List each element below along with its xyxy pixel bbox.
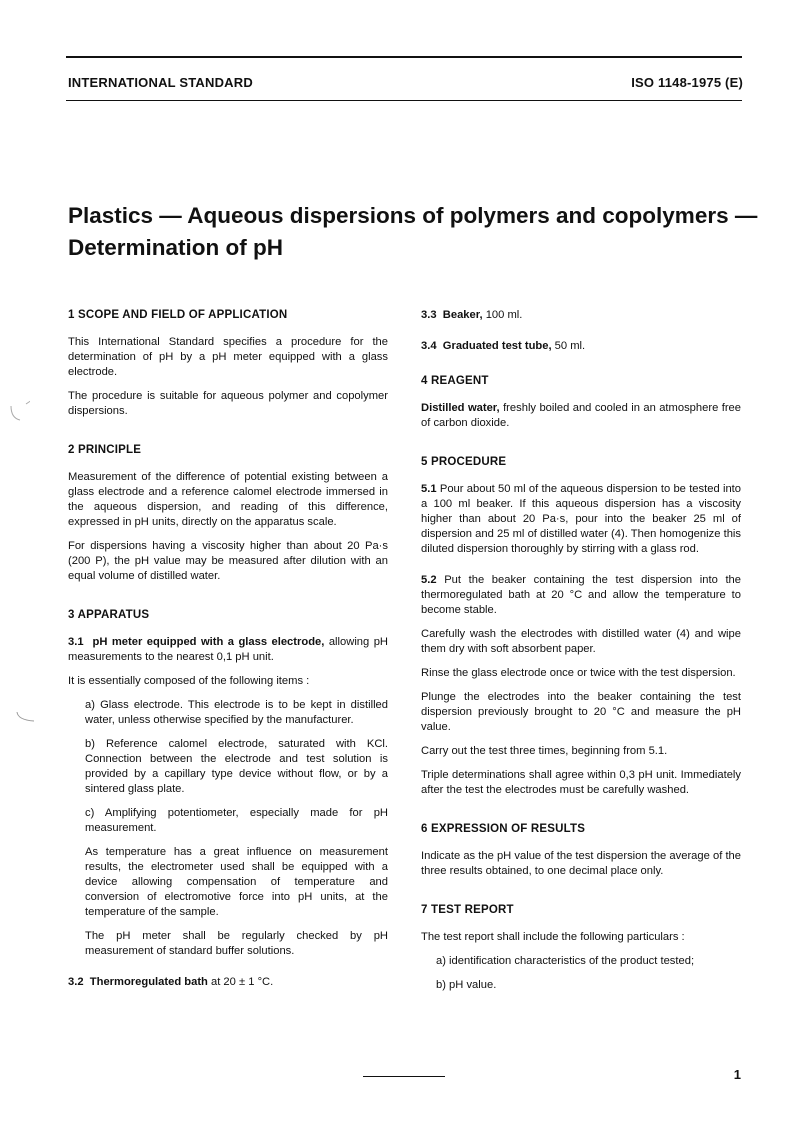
- header-document-type: INTERNATIONAL STANDARD: [68, 75, 253, 90]
- report-intro: The test report shall include the following particulars :: [421, 931, 685, 943]
- clause-5-2-number: 5.2: [421, 574, 437, 586]
- clause-3-2-number: 3.2: [68, 976, 84, 988]
- section-2-paragraph: Measurement of the difference of potential existing between a glass electrode and a reference calomel electrode immersed in the aqueous dispersion, and reading of this difference, expressed in pH units, directly on the apparatus scale.: [68, 471, 388, 528]
- clause-3-2-text: at 20 ± 1 °C.: [207, 976, 274, 988]
- clause-5-1: [421, 482, 741, 557]
- clause-3-3-text: 100 ml.: [482, 309, 523, 321]
- section-5-heading: 5 PROCEDURE: [421, 456, 507, 468]
- procedure-paragraph: Plunge the electrodes into the beaker containing the test dispersion previously brought to 20 °C and measure the pH value.: [421, 691, 741, 733]
- title-line-1: Plastics — Aqueous dispersions of polymers and copolymers —: [68, 203, 758, 228]
- clause-5-1-number: 5.1: [421, 483, 437, 495]
- apparatus-item-b: b) Reference calomel electrode, saturated with KCl. Connection between the electrode and test solution is provided by a capillary type device without flow, or by a sintered glass plate.: [85, 738, 388, 795]
- section-6-heading: 6 EXPRESSION OF RESULTS: [421, 823, 586, 835]
- apparatus-note: The pH meter shall be regularly checked by pH measurement of standard buffer solutions.: [85, 930, 388, 957]
- reagent-term: Distilled water,: [421, 402, 500, 414]
- clause-5-2: [421, 573, 741, 618]
- clause-3-3-term: Beaker,: [442, 309, 483, 321]
- section-7-heading: 7 TEST REPORT: [421, 904, 514, 916]
- left-column: [68, 300, 388, 990]
- section-2-heading: 2 PRINCIPLE: [68, 444, 142, 456]
- header-standard-number: ISO 1148-1975 (E): [631, 75, 743, 90]
- procedure-paragraph: Triple determinations shall agree within 0,3 pH unit. Immediately after the test the electrodes must be carefully washed.: [421, 769, 741, 796]
- right-column: [421, 300, 741, 993]
- title-line-2: Determination of pH: [68, 235, 284, 260]
- section-2-paragraph: For dispersions having a viscosity higher than about 20 Pa·s (200 P), the pH value may be measured after dilution with an equal volume of distilled water.: [68, 540, 388, 582]
- clause-3-3: [421, 308, 741, 323]
- clause-3-3-number: 3.3: [421, 309, 437, 321]
- clause-3-4-number: 3.4: [421, 340, 437, 352]
- footer-rule: [363, 1076, 445, 1077]
- clause-3-1: [68, 635, 388, 665]
- clause-5-1-text: Pour about 50 ml of the aqueous dispersion to be tested into a 100 ml beaker. If this aqueous dispersion has a viscosity higher than about 20 Pa·s, pour into the beaker 25 ml of dispersion and 25 ml of distilled water (4). Then homogenize this diluted dispersion thoroughly by stirring with a glass rod.: [421, 483, 741, 555]
- clause-5-2-text: Put the beaker containing the test dispersion into the thermoregulated bath at 20 °C and allow the temperature to become stable.: [421, 574, 741, 616]
- reagent-text: freshly boiled and cooled in an atmosphere free of carbon dioxide.: [421, 402, 741, 429]
- clause-3-4: [421, 339, 741, 354]
- clause-3-2-term: Thermoregulated bath: [89, 976, 208, 988]
- apparatus-intro: It is essentially composed of the following items :: [68, 675, 310, 687]
- apparatus-item-c: c) Amplifying potentiometer, especially made for pH measurement.: [85, 807, 388, 834]
- clause-3-1-number: 3.1: [68, 636, 84, 648]
- reagent-paragraph: [421, 401, 741, 431]
- margin-scan-mark: [8, 398, 30, 424]
- results-paragraph: Indicate as the pH value of the test dispersion the average of the three results obtained, to one decimal place only.: [421, 850, 741, 877]
- clause-3-1-term: pH meter equipped with a glass electrode,: [92, 636, 325, 648]
- clause-3-1-text: allowing pH measurements to the nearest 0,1 pH unit.: [68, 636, 389, 663]
- section-3-heading: 3 APPARATUS: [68, 609, 150, 621]
- clause-3-4-text: 50 ml.: [551, 340, 586, 352]
- procedure-paragraph: Carry out the test three times, beginning from 5.1.: [421, 745, 668, 757]
- section-1-paragraph: This International Standard specifies a procedure for the determination of pH by a pH meter equipped with a glass electrode.: [68, 336, 388, 378]
- section-1-heading: 1 SCOPE AND FIELD OF APPLICATION: [68, 309, 288, 321]
- clause-3-2: [68, 975, 388, 990]
- report-item-b: b) pH value.: [436, 979, 497, 991]
- margin-scan-mark: [14, 708, 36, 726]
- header-rule: [66, 100, 742, 101]
- document-title: [68, 200, 758, 264]
- clause-3-4-term: Graduated test tube,: [442, 340, 552, 352]
- report-item-a: a) identification characteristics of the product tested;: [436, 955, 695, 967]
- section-1-paragraph: The procedure is suitable for aqueous polymer and copolymer dispersions.: [68, 390, 388, 417]
- procedure-paragraph: Rinse the glass electrode once or twice with the test dispersion.: [421, 667, 736, 679]
- page-number: 1: [733, 1067, 741, 1082]
- apparatus-note: As temperature has a great influence on measurement results, the electrometer used shall be equipped with a device allowing compensation of temperature and conversion of electromotive force into pH units, at the temperature of the sample.: [85, 846, 388, 918]
- top-rule: [66, 56, 742, 58]
- apparatus-item-a: a) Glass electrode. This electrode is to be kept in distilled water, unless otherwise specified by the manufacturer.: [85, 699, 388, 726]
- section-4-heading: 4 REAGENT: [421, 375, 489, 387]
- procedure-paragraph: Carefully wash the electrodes with distilled water (4) and wipe them dry with soft absorbent paper.: [421, 628, 741, 655]
